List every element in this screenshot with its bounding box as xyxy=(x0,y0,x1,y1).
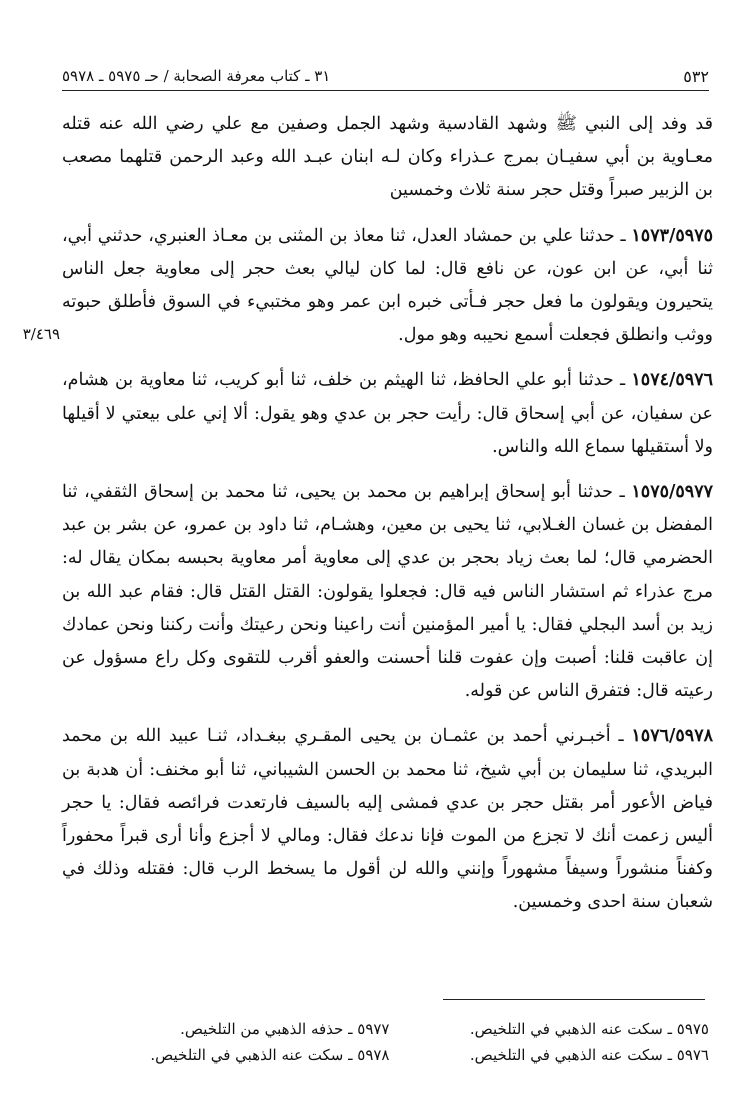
hadith-5975 xyxy=(62,220,713,353)
paragraph-text: ـ أخبـرني أحمد بن عثمـان بن يحيى المقـري ببغـداد، ثنـا عبيد الله بن محمد البريدي، ثنا سليمان بن أبي شيخ، ثنا محمد بن الحسن الشيباني، ثنا أبو مخنف: أن هدبة بن فياض الأعور أمر بقتل حجر بن عدي فمشى إليه بالسيف فارتعدت فرائصه فقال: يا حجر أليس زعمت أنك لا تجزع من الموت فإنا ندعك فقال: ومالي لا أجزع وأنا أرى قبراً محفوراً وكفناً منشوراً وسيفاً مشهوراً وإنني والله لن أقول ما يسخط الرب قال: فقتله وذلك في شعبان سنة احدى وخمسين. xyxy=(62,726,713,913)
hadith-number: ١٥٧٣/٥٩٧٥ xyxy=(631,225,713,246)
margin-volume-reference: ٣/٤٦٩ xyxy=(22,325,60,343)
footnote-divider xyxy=(443,999,705,1000)
hadith-number: ١٥٧٥/٥٩٧٧ xyxy=(631,482,713,503)
hadith-5976 xyxy=(62,364,713,464)
hadith-number: ١٥٧٦/٥٩٧٨ xyxy=(631,726,713,747)
hadith-number: ١٥٧٤/٥٩٧٦ xyxy=(631,370,713,391)
page-header xyxy=(62,62,709,91)
hadith-5977 xyxy=(62,476,713,708)
running-title: ٣١ ـ كتاب معرفة الصحابة / حـ ٥٩٧٥ ـ ٥٩٧٨ xyxy=(62,67,331,85)
paragraph-text: ـ حدثنا علي بن حمشاد العدل، ثنا معاذ بن المثنى بن معـاذ العنبري، حدثني أبي، ثنا أبي، عن ابن عون، عن نافع قال: لما كان ليالي بعث حجر إلى معاوية جعل الناس يتحيرون ويقولون ما فعل حجر فـأتى خبره ابن عمر وهو مختبيء في السوق فأطلق حبوته ووثب وانطلق فجعلت أسمع نحيبه وهو مول. xyxy=(62,225,713,346)
paragraph-text: ـ حدثنا أبو إسحاق إبراهيم بن محمد بن يحيى، ثنا محمد بن إسحاق الثقفي، ثنا المفضل بن غسان الغـلابي، ثنا يحيى بن معين، وهشـام، ثنا داود بن عمرو، عن بشر بن عبد الحضرمي قال؛ لما بعث زياد بحجر بن عدي إلى معاوية أمر معاوية بحبسه بمكان يقال له: مرج عذراء ثم استشار الناس فيه قال: فجعلوا يقولون: القتل القتل قال: فقام عبد الله بن زيد بن أسد البجلي فقال: يا أمير المؤمنين أنت راعينا ونحن رعيتك وأنت ركننا ونحن عمادك إن عاقبت قلنا: أصبت وإن عفوت قلنا أحسنت والعفو أقرب للتقوى وكل راع مسؤول عن رعيته قال: فتفرق الناس عن قوله. xyxy=(62,482,713,702)
main-text xyxy=(62,108,713,932)
footnotes xyxy=(100,1016,709,1068)
paragraph-text: قد وفد إلى النبي ﷺ وشهد القادسية وشهد الجمل وصفين مع علي رضي الله عنه قتله معـاوية بن أبي سفيـان بمرج عـذراء وكان لـه ابنان عبـد الله وعبد الرحمن قتلهما مصعب بن الزبير صبراً وقتل حجر سنة ثلاث وخمسين xyxy=(62,114,713,201)
hadith-5978 xyxy=(62,720,713,919)
paragraph-text: ـ حدثنا أبو علي الحافظ، ثنا الهيثم بن خلف، ثنا أبو كريب، ثنا معاوية بن هشام، عن سفيان، عن أبي إسحاق قال: رأيت حجر بن عدي وهو يقول: ألا إني على بيعتي لا أقيلها ولا أستقيلها سماع الله والناس. xyxy=(62,370,713,457)
footnote-item: ٥٩٧٧ ـ حذفه الذهبي من التلخيص. xyxy=(180,1020,390,1038)
footnote-item: ٥٩٧٦ ـ سكت عنه الذهبي في التلخيص. xyxy=(469,1046,709,1064)
footnote-item: ٥٩٧٥ ـ سكت عنه الذهبي في التلخيص. xyxy=(469,1020,709,1038)
page-number: ٥٣٢ xyxy=(683,66,709,86)
footnote-item: ٥٩٧٨ ـ سكت عنه الذهبي في التلخيص. xyxy=(150,1046,390,1064)
paragraph-continuation xyxy=(62,108,713,208)
